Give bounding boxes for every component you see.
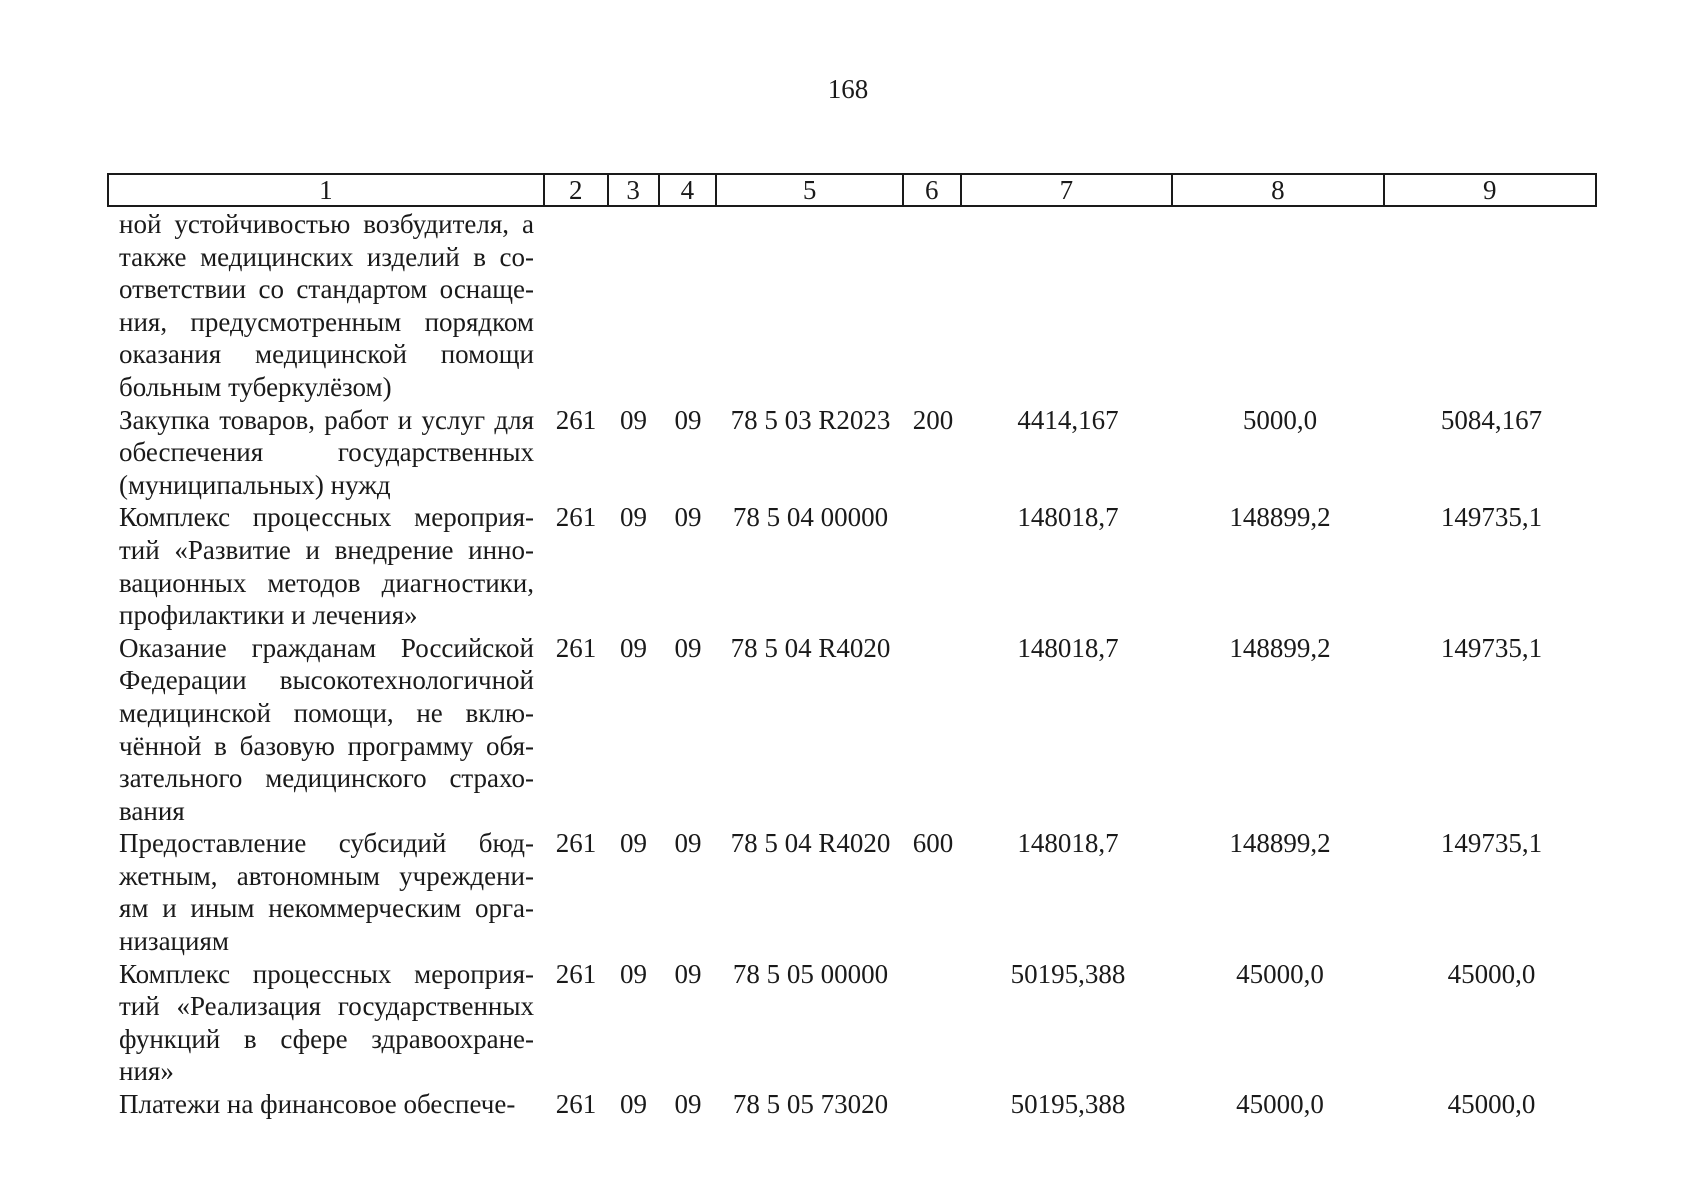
table-row bbox=[107, 1088, 1597, 1121]
amount-col-9: 149735,1 bbox=[1440, 632, 1543, 663]
row-description bbox=[107, 1088, 544, 1121]
description-line: чённой в базовую программу обя- bbox=[119, 730, 534, 761]
ministry-code: 261 bbox=[555, 502, 597, 533]
amount-col-9: 45000,0 bbox=[1447, 958, 1536, 989]
amount-col-8: 148899,2 bbox=[1229, 828, 1331, 859]
subsection-code: 09 bbox=[674, 828, 702, 859]
amount-col-9: 149735,1 bbox=[1440, 502, 1543, 533]
amount-col-7: 4414,167 bbox=[1017, 404, 1119, 435]
subsection-code: 09 bbox=[674, 632, 702, 663]
amount-col-9: 45000,0 bbox=[1447, 1089, 1536, 1120]
subsection-code: 09 bbox=[674, 958, 702, 989]
table-row bbox=[107, 208, 1597, 404]
row-description bbox=[107, 958, 544, 1088]
description-line: больным туберкулёзом) bbox=[119, 371, 392, 402]
description-line: Оказание гражданам Российской bbox=[119, 632, 534, 663]
section-code: 09 bbox=[620, 1089, 647, 1120]
amount-col-8: 45000,0 bbox=[1236, 1089, 1324, 1120]
table-row bbox=[107, 632, 1597, 828]
amount-col-7: 50195,388 bbox=[1010, 958, 1126, 989]
ministry-code: 261 bbox=[555, 404, 597, 435]
row-description bbox=[107, 632, 544, 828]
header-col-8: 8 bbox=[1173, 175, 1384, 205]
header-col-2: 2 bbox=[545, 175, 609, 205]
header-col-1: 1 bbox=[109, 175, 545, 205]
description-line: тий «Развитие и внедрение инно- bbox=[119, 534, 534, 565]
ministry-code: 261 bbox=[555, 828, 597, 859]
description-line: Предоставление субсидий бюд- bbox=[119, 828, 534, 859]
section-code: 09 bbox=[620, 502, 647, 533]
description-line: ния, предусмотренным порядком bbox=[119, 306, 534, 337]
amount-col-9: 5084,167 bbox=[1440, 404, 1543, 435]
table-row bbox=[107, 827, 1597, 957]
table-row bbox=[107, 501, 1597, 631]
description-line: зательного медицинского страхо- bbox=[119, 763, 534, 794]
amount-col-8: 5000,0 bbox=[1242, 404, 1318, 435]
section-code: 09 bbox=[620, 958, 647, 989]
amount-col-8: 148899,2 bbox=[1229, 632, 1331, 663]
subsection-code: 09 bbox=[674, 404, 702, 435]
header-col-6: 6 bbox=[904, 175, 962, 205]
amount-col-7: 148018,7 bbox=[1017, 632, 1119, 663]
ministry-code: 261 bbox=[555, 1089, 597, 1120]
description-line: вационных методов диагностики, bbox=[119, 567, 534, 598]
ministry-code: 261 bbox=[555, 958, 597, 989]
header-col-5: 5 bbox=[717, 175, 904, 205]
description-line: вания bbox=[119, 795, 185, 826]
target-article-code: 78 5 04 00000 bbox=[732, 502, 889, 533]
target-article-code: 78 5 04 R4020 bbox=[730, 632, 891, 663]
description-line: Комплекс процессных мероприя- bbox=[119, 502, 534, 533]
amount-col-9: 149735,1 bbox=[1440, 828, 1543, 859]
table-header bbox=[107, 173, 1597, 207]
description-line: ям и иным некоммерческим орга- bbox=[119, 893, 534, 924]
target-article-code: 78 5 05 00000 bbox=[732, 958, 889, 989]
description-line: профилактики и лечения» bbox=[119, 600, 418, 631]
subsection-code: 09 bbox=[674, 1089, 702, 1120]
page-number: 168 bbox=[827, 74, 869, 104]
expense-type-code: 600 bbox=[912, 828, 954, 859]
description-line: функций в сфере здравоохране- bbox=[119, 1023, 534, 1054]
description-line: Федерации высокотехнологичной bbox=[119, 665, 534, 696]
description-line: Платежи на финансовое обеспече- bbox=[119, 1089, 516, 1120]
section-code: 09 bbox=[620, 632, 647, 663]
target-article-code: 78 5 05 73020 bbox=[732, 1089, 889, 1120]
subsection-code: 09 bbox=[674, 502, 702, 533]
table-row bbox=[107, 958, 1597, 1088]
description-line: обеспечения государственных bbox=[119, 437, 534, 468]
description-line: Закупка товаров, работ и услуг для bbox=[119, 404, 534, 435]
table-row bbox=[107, 404, 1597, 502]
section-code: 09 bbox=[620, 828, 647, 859]
row-description bbox=[107, 827, 544, 957]
description-line: ответствии со стандартом оснаще- bbox=[119, 274, 534, 305]
ministry-code: 261 bbox=[555, 632, 597, 663]
description-line: тий «Реализация государственных bbox=[119, 991, 534, 1022]
description-line: ной устойчивостью возбудителя, а bbox=[119, 209, 534, 239]
description-line: Комплекс процессных мероприя- bbox=[119, 958, 534, 989]
description-line: (муниципальных) нужд bbox=[119, 469, 391, 500]
description-line: ния» bbox=[119, 1056, 174, 1087]
amount-col-7: 148018,7 bbox=[1017, 828, 1119, 859]
header-col-4: 4 bbox=[660, 175, 718, 205]
row-description bbox=[107, 404, 544, 502]
table-body bbox=[107, 208, 1597, 1121]
target-article-code: 78 5 04 R4020 bbox=[730, 828, 891, 859]
description-line: низациям bbox=[119, 926, 229, 957]
description-line: оказания медицинской помощи bbox=[119, 339, 534, 370]
header-col-9: 9 bbox=[1483, 175, 1497, 205]
row-description bbox=[107, 501, 544, 631]
amount-col-8: 148899,2 bbox=[1229, 502, 1331, 533]
row-description bbox=[107, 208, 544, 404]
header-col-7: 7 bbox=[962, 175, 1173, 205]
section-code: 09 bbox=[620, 404, 647, 435]
description-line: медицинской помощи, не вклю- bbox=[119, 697, 534, 728]
header-col-3: 3 bbox=[609, 175, 660, 205]
amount-col-7: 148018,7 bbox=[1017, 502, 1119, 533]
amount-col-7: 50195,388 bbox=[1010, 1089, 1126, 1120]
target-article-code: 78 5 03 R2023 bbox=[730, 404, 891, 435]
description-line: также медицинских изделий в со- bbox=[119, 241, 534, 272]
description-line: жетным, автономным учреждени- bbox=[119, 860, 534, 891]
amount-col-8: 45000,0 bbox=[1236, 958, 1324, 989]
expense-type-code: 200 bbox=[912, 404, 954, 435]
